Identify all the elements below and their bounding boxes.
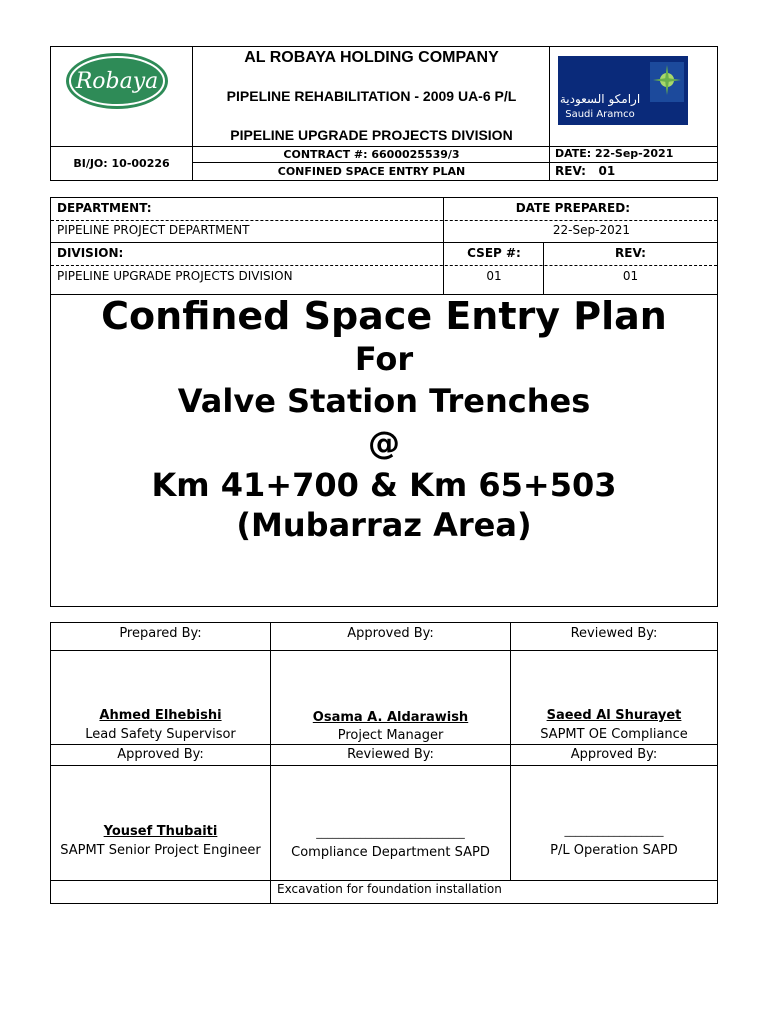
signatory-role: Lead Safety Supervisor (85, 727, 236, 742)
company-logo-cell (50, 46, 193, 147)
signatory-name: Ahmed Elhebishi (99, 708, 222, 723)
reviewed-by-label: Reviewed By: (347, 747, 434, 762)
header-date: DATE: 22-Sep-2021 (549, 146, 718, 163)
title-line-5: Km 41+700 & Km 65+503 (151, 466, 617, 504)
aramco-arabic-text: ارامكو السعودية (559, 92, 641, 106)
signatory-role: P/L Operation SAPD (550, 843, 678, 858)
footer-note: Excavation for foundation installation (277, 882, 502, 896)
title-line-3: Valve Station Trenches (177, 382, 591, 420)
division-value: PIPELINE UPGRADE PROJECTS DIVISION (57, 269, 293, 283)
division-label: DIVISION: (57, 246, 124, 260)
department-label: DEPARTMENT: (57, 201, 152, 215)
signatory-role: SAPMT OE Compliance (540, 727, 688, 742)
approved-by-label: Approved By: (570, 747, 658, 762)
title-box (50, 294, 718, 607)
approved-by-label: Approved By: (117, 747, 204, 762)
rev-label: REV: (615, 246, 646, 260)
header-rev: REV: 01 (549, 162, 718, 181)
signature-line: ___________________________ (316, 826, 465, 839)
title-line-2: For (354, 340, 414, 378)
info-table (50, 197, 718, 295)
aramco-english-text: Saudi Aramco (565, 109, 635, 120)
prepared-by-label: Prepared By: (119, 626, 202, 641)
signature-line: __________________ (564, 824, 664, 837)
csep-label: CSEP #: (467, 246, 521, 260)
company-name: AL ROBAYA HOLDING COMPANY (244, 49, 499, 66)
title-line-4: @ (368, 424, 400, 462)
signatory-name: Yousef Thubaiti (103, 824, 218, 839)
signatory-role: Compliance Department SAPD (291, 845, 490, 860)
signatory-name: Osama A. Aldarawish (312, 710, 469, 725)
date-prepared-label: DATE PREPARED: (515, 201, 630, 215)
robaya-logo-text: Robaya (75, 69, 159, 94)
title-line-1: Confined Space Entry Plan (101, 294, 667, 338)
signatory-role: SAPMT Senior Project Engineer (60, 843, 261, 858)
department-value: PIPELINE PROJECT DEPARTMENT (57, 223, 250, 237)
robaya-logo (51, 47, 192, 146)
signatory-name: Saeed Al Shurayet (546, 708, 682, 723)
plan-name: CONFINED SPACE ENTRY PLAN (193, 162, 550, 181)
signature-table (50, 622, 718, 904)
signatory-role: Project Manager (337, 728, 444, 743)
client-logo-cell (549, 46, 718, 147)
division-name: PIPELINE UPGRADE PROJECTS DIVISION (230, 127, 513, 143)
bijo-number: BI/JO: 10-00226 (50, 146, 193, 181)
project-name: PIPELINE REHABILITATION - 2009 UA-6 P/L (226, 88, 517, 104)
date-prepared-value: 22-Sep-2021 (552, 223, 630, 237)
approved-by-label: Approved By: (347, 626, 434, 641)
csep-value: 01 (486, 269, 502, 283)
rev-value: 01 (622, 269, 639, 283)
title-line-6: (Mubarraz Area) (236, 506, 532, 544)
reviewed-by-label: Reviewed By: (570, 626, 658, 641)
saudi-aramco-logo (550, 47, 717, 146)
contract-number: CONTRACT #: 6600025539/3 (193, 146, 550, 163)
